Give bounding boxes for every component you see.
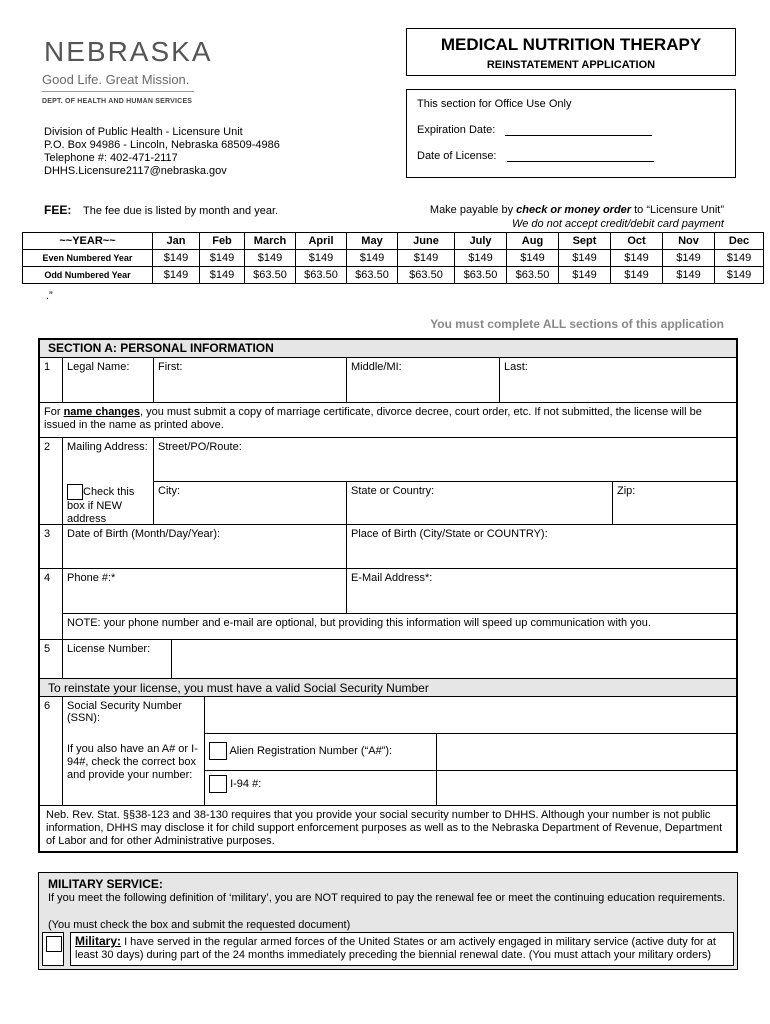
- new-address-label: Check this box if NEW address: [67, 485, 135, 525]
- email-field[interactable]: E-Mail Address*:: [346, 568, 737, 614]
- fee-cell: $149: [507, 250, 559, 267]
- address-phone: Telephone #: 402-471-2117: [44, 152, 178, 164]
- fee-header-cell: ~~YEAR~~: [23, 233, 153, 250]
- military-checkbox[interactable]: [46, 936, 62, 952]
- row-number: 2: [39, 437, 63, 525]
- address-line: P.O. Box 94986 - Lincoln, Nebraska 68509-4986: [44, 139, 280, 151]
- new-address-check: [62, 481, 154, 525]
- state-field[interactable]: State or Country:: [346, 481, 613, 525]
- fee-cell: $149: [715, 267, 764, 284]
- fee-cell: $149: [715, 250, 764, 267]
- fee-cell: $149: [296, 250, 347, 267]
- fee-cell: $149: [663, 267, 715, 284]
- legal-name-label: Legal Name:: [62, 357, 154, 403]
- ssn-field[interactable]: [204, 696, 737, 734]
- fee-cell: $149: [200, 250, 245, 267]
- expiration-date-label: Expiration Date:: [417, 124, 496, 136]
- fee-header-row: [23, 233, 764, 250]
- anum-instructions: If you also have an A# or I-94#, check the correct box and provide your number:: [62, 733, 205, 806]
- fee-header-cell: May: [347, 233, 398, 250]
- fee-cell: $63.50: [245, 267, 296, 284]
- expiration-date-field[interactable]: [505, 135, 652, 136]
- i94-label: I-94 #:: [230, 777, 262, 790]
- alien-reg-checkbox[interactable]: [209, 742, 227, 760]
- office-use-box: [406, 89, 736, 178]
- fee-cell: $149: [663, 250, 715, 267]
- city-field[interactable]: City:: [153, 481, 347, 525]
- license-date-label: Date of License:: [417, 150, 497, 162]
- section-a-form: [38, 338, 738, 853]
- fee-header-cell: Nov: [663, 233, 715, 250]
- military-section: [38, 872, 738, 970]
- fee-header-cell: March: [245, 233, 296, 250]
- payable-method: check or money order: [516, 204, 632, 216]
- alien-reg-row: [204, 733, 437, 771]
- fee-cell: $149: [398, 250, 455, 267]
- last-name-field[interactable]: Last:: [499, 357, 737, 403]
- row-number: 4: [39, 568, 63, 640]
- office-use-heading: This section for Office Use Only: [417, 98, 572, 110]
- street-field[interactable]: Street/PO/Route:: [153, 437, 737, 482]
- fee-header-cell: Oct: [611, 233, 663, 250]
- middle-name-field[interactable]: Middle/MI:: [346, 357, 500, 403]
- military-label: Military:: [75, 934, 122, 948]
- first-name-field[interactable]: First:: [153, 357, 347, 403]
- fee-header-cell: Aug: [507, 233, 559, 250]
- row-number: 5: [39, 639, 63, 679]
- military-instruction: (You must check the box and submit the requested document): [48, 919, 351, 931]
- fee-cell: $149: [455, 250, 507, 267]
- payable-text: [430, 204, 724, 216]
- row-number: 6: [39, 696, 63, 806]
- fee-cell: $149: [200, 267, 245, 284]
- military-intro: If you meet the following definition of ‘military’, you are NOT required to pay the renewal fee or meet the continuing education requirements.: [48, 892, 726, 904]
- name-change-bold: name changes: [63, 406, 140, 418]
- row-number: 1: [39, 357, 63, 403]
- military-checkbox-cell: [42, 932, 64, 966]
- fee-cell: $149: [347, 250, 398, 267]
- ssn-heading: To reinstate your license, you must have a valid Social Security Number: [39, 678, 737, 697]
- fee-cell: $63.50: [507, 267, 559, 284]
- ssn-statute: Neb. Rev. Stat. §§38-123 and 38-130 requires that you provide your social security number to DHHS. Although your number is not public information, DHHS may disclose it for child support enforcement purposes as well as to the Nebraska Department of Revenue, Department of Labor and for other Administrative purposes.: [39, 805, 737, 852]
- fee-header-cell: April: [296, 233, 347, 250]
- logo-divider: [42, 91, 194, 92]
- payable-suffix: to “Licensure Unit”: [631, 204, 724, 216]
- i94-row: [204, 770, 437, 806]
- fee-header-cell: Sept: [559, 233, 611, 250]
- complete-all-notice: You must complete ALL sections of this application: [430, 317, 724, 331]
- fee-cell: $63.50: [296, 267, 347, 284]
- fee-cell: $149: [611, 267, 663, 284]
- fee-cell: $149: [245, 250, 296, 267]
- no-card-notice: We do not accept credit/debit card payment: [512, 218, 724, 230]
- fee-table: [22, 232, 764, 284]
- stray-quote: .”: [46, 290, 53, 302]
- military-definition: [70, 932, 734, 966]
- fee-header-cell: Dec: [715, 233, 764, 250]
- logo-wordmark: NEBRASKA: [44, 36, 213, 67]
- expiration-date-row: [417, 124, 652, 136]
- pob-field[interactable]: Place of Birth (City/State or COUNTRY):: [346, 524, 737, 569]
- i94-field[interactable]: [436, 770, 737, 806]
- fee-cell: $63.50: [455, 267, 507, 284]
- fee-cell: $149: [153, 250, 200, 267]
- title-box: [406, 28, 736, 76]
- logo-tagline: Good Life. Great Mission.: [42, 72, 190, 87]
- military-title: MILITARY SERVICE:: [48, 877, 163, 891]
- logo-department: DEPT. OF HEALTH AND HUMAN SERVICES: [42, 98, 193, 105]
- fee-row-label: Odd Numbered Year: [23, 267, 153, 284]
- section-a-title: SECTION A: PERSONAL INFORMATION: [39, 339, 737, 358]
- fee-cell: $149: [559, 267, 611, 284]
- dob-field[interactable]: Date of Birth (Month/Day/Year):: [62, 524, 347, 569]
- fee-cell: $63.50: [347, 267, 398, 284]
- fee-cell: $63.50: [398, 267, 455, 284]
- new-address-checkbox[interactable]: [67, 484, 83, 500]
- form-subtitle: REINSTATEMENT APPLICATION: [486, 59, 656, 71]
- zip-field[interactable]: Zip:: [612, 481, 737, 525]
- fee-row-odd: [23, 267, 764, 284]
- mailing-address-label: Mailing Address:: [62, 437, 154, 482]
- license-date-row: [417, 150, 654, 162]
- row-number: 3: [39, 524, 63, 569]
- license-number-field[interactable]: [171, 639, 737, 679]
- address-email: DHHS.Licensure2117@nebraska.gov: [44, 165, 227, 177]
- phone-field[interactable]: Phone #:*: [62, 568, 347, 614]
- fee-header-cell: Feb: [200, 233, 245, 250]
- fee-label: FEE:: [44, 203, 72, 217]
- contact-note: NOTE: your phone number and e-mail are optional, but providing this information will speed up communication with you.: [62, 613, 737, 640]
- fee-row-label: Even Numbered Year: [23, 250, 153, 267]
- fee-cell: $149: [611, 250, 663, 267]
- military-text: I have served in the regular armed forces of the United States or am actively engaged in military service (active duty for at least 30 days) during part of the 24 months immediately preceding the biennial renewal date. (You must attach your military orders): [75, 936, 716, 961]
- address-line: Division of Public Health - Licensure Unit: [44, 126, 243, 138]
- fee-cell: $149: [559, 250, 611, 267]
- fee-cell: $149: [153, 267, 200, 284]
- alien-reg-label: Alien Registration Number (“A#”):: [229, 744, 393, 757]
- name-change-note: [39, 402, 737, 438]
- fee-text: The fee due is listed by month and year.: [83, 205, 279, 217]
- form-title: MEDICAL NUTRITION THERAPY: [440, 35, 702, 54]
- payable-prefix: Make payable by: [429, 204, 517, 216]
- name-change-post: , you must submit a copy of marriage certificate, divorce decree, court order, etc. If not submitted, the license will be issued in the name as printed above.: [44, 406, 702, 431]
- fee-header-cell: July: [455, 233, 507, 250]
- license-date-field[interactable]: [507, 161, 654, 162]
- unit-address: [44, 126, 280, 178]
- fee-header-cell: June: [398, 233, 455, 250]
- ssn-label: Social Security Number (SSN):: [62, 696, 205, 734]
- license-number-label: License Number:: [62, 639, 172, 679]
- alien-reg-field[interactable]: [436, 733, 737, 771]
- fee-header-cell: Jan: [153, 233, 200, 250]
- name-change-pre: For: [44, 406, 64, 418]
- i94-checkbox[interactable]: [209, 775, 227, 793]
- fee-row-even: [23, 250, 764, 267]
